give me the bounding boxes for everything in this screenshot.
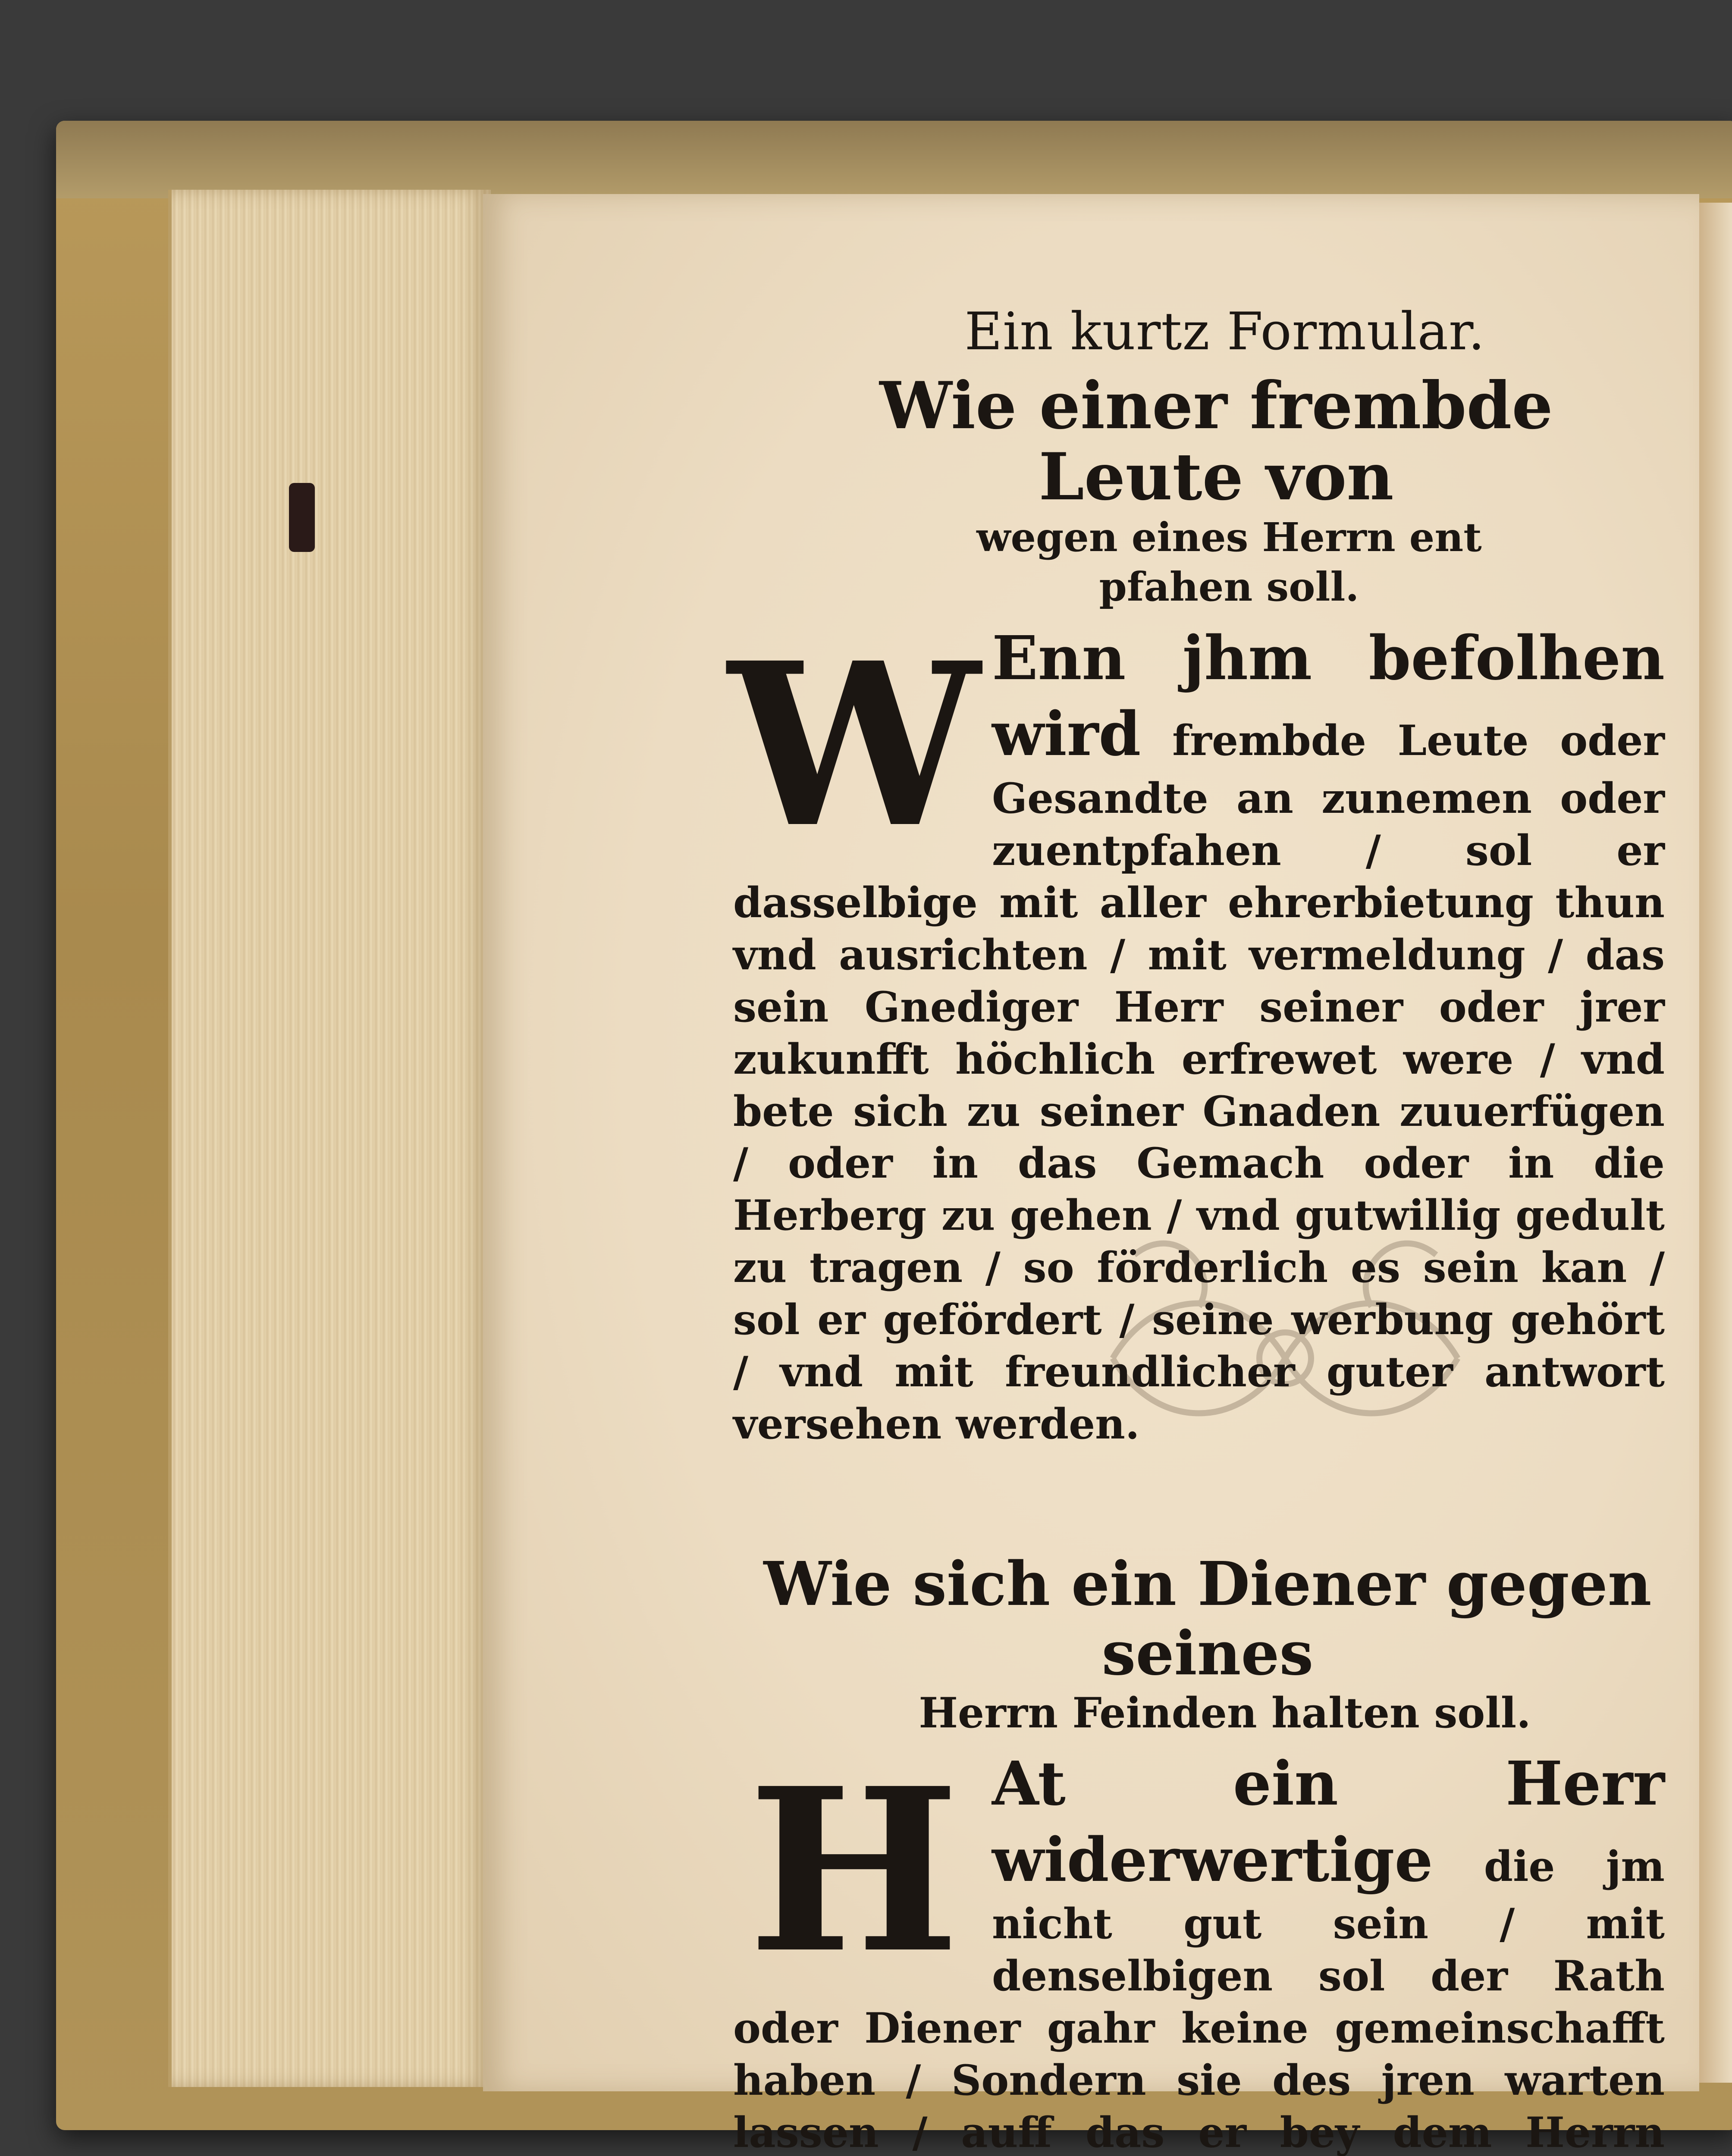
section1-first-line: Enn jhm befolhen wird [992, 623, 1665, 770]
section2-subtitle: Herrn Feinden halten soll. [919, 1689, 1531, 1738]
section2-first-line: At ein Herr widerwertige [992, 1749, 1665, 1896]
book-cover-top-edge [56, 121, 1732, 198]
running-head: Ein kurtz Formular. [964, 302, 1485, 362]
facing-page-edge [1699, 203, 1732, 2083]
section1-body: frembde Leute oder Gesandte an zunemen oder zuentpfahen / sol er dasselbige mit aller ehrerbietung thun vnd ausrichten / mit vermeldung / das sein Gnediger Herr seiner oder jrer zukunfft höchlich erfrewet were / vnd bete sich zu seiner Gnaden zuuerfügen / oder in das Gemach oder in die Herberg zu gehen / vnd gutwillig gedult zu tragen / so förderlich es sein kan / sol er gefördert / seine werbung gehört / vnd mit freundlicher guter antwort versehen werden. [733, 716, 1665, 1449]
section1-paragraph [728, 614, 1665, 1451]
section1-dropcap-letter: W [728, 614, 980, 877]
section1-subtitle-line2: pfahen soll. [1099, 564, 1359, 610]
page-block-edge [168, 190, 491, 2087]
section2-dropcap-letter: H [748, 1739, 960, 2003]
section1-dropcap [728, 614, 980, 877]
section1-subtitle-line1: wegen eines Herrn ent [976, 514, 1482, 561]
section2-body: die jm nicht gut sein / mit denselbigen sol der Rath oder Diener gahr keine gemeinschafft haben / Sondern sie des jren warten lassen / auff das er bey dem Herrn [733, 1842, 1665, 2156]
section2-paragraph [733, 1739, 1665, 2156]
spine-mark [289, 483, 315, 552]
section1-title: Wie einer frembde Leute von [879, 368, 1553, 515]
page-text [728, 302, 1665, 2156]
section2-title: Wie sich ein Diener gegen seines [763, 1549, 1652, 1689]
section2-dropcap [733, 1739, 975, 2003]
